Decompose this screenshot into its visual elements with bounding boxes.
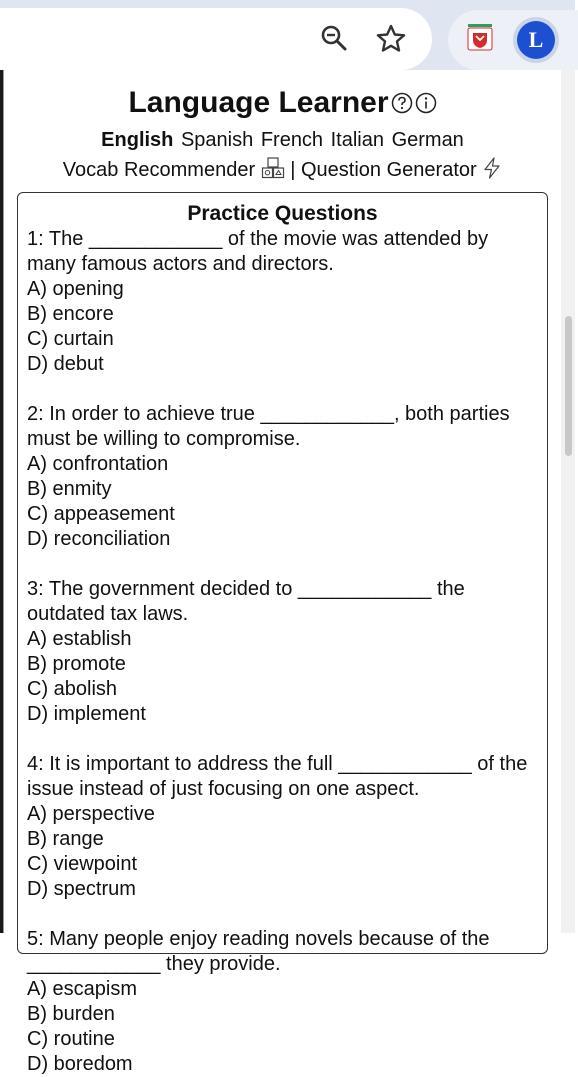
practice-questions-panel (17, 192, 548, 1075)
vocab-recommender-link[interactable]: Vocab Recommender (62, 159, 256, 181)
question-item (27, 927, 538, 1077)
language-spanish[interactable]: Spanish (180, 129, 254, 151)
question-text: 2: In order to achieve true ____________, both parties must be willing to compromise. (27, 403, 516, 450)
address-bar[interactable] (0, 8, 432, 70)
app-title: Language Learner (128, 86, 389, 119)
nav-separator: | (290, 159, 296, 181)
question-text: 3: The government decided to ____________ the outdated tax laws. (27, 578, 471, 625)
answer-option[interactable]: B) enmity (27, 478, 112, 500)
question-item (27, 577, 538, 727)
blocks-icon (261, 157, 285, 186)
answer-option[interactable]: A) escapism (27, 978, 138, 1000)
avatar[interactable]: L (517, 21, 555, 59)
answer-option[interactable]: C) curtain (27, 328, 114, 350)
answer-option[interactable]: D) boredom (27, 1053, 133, 1075)
answer-option[interactable]: C) abolish (27, 678, 118, 700)
answer-option[interactable]: B) promote (27, 653, 126, 675)
panel-title: Practice Questions (187, 202, 378, 225)
language-english[interactable]: English (101, 129, 174, 151)
info-icon[interactable] (415, 86, 437, 124)
extension-popup (4, 70, 561, 1075)
question-item (27, 227, 538, 377)
language-german[interactable]: German (391, 129, 464, 151)
header (4, 84, 561, 124)
language-french[interactable]: French (260, 129, 324, 151)
answer-option[interactable]: A) perspective (27, 803, 155, 825)
lightning-icon (482, 157, 502, 186)
answer-option[interactable]: A) establish (27, 628, 132, 650)
shield-extension-icon[interactable] (466, 24, 494, 52)
language-italian[interactable]: Italian (330, 129, 384, 151)
answer-option[interactable]: C) viewpoint (27, 853, 138, 875)
question-text: 1: The ____________ of the movie was attended by many famous actors and directors. (27, 228, 494, 275)
answer-option[interactable]: A) confrontation (27, 453, 169, 475)
scrollbar-thumb[interactable] (565, 316, 572, 456)
help-icon[interactable] (391, 86, 413, 124)
question-item (27, 402, 538, 552)
answer-option[interactable]: D) reconciliation (27, 528, 171, 550)
tool-nav (4, 157, 561, 186)
zoom-icon[interactable] (320, 24, 348, 57)
answer-option[interactable]: D) implement (27, 703, 146, 725)
question-text: 5: Many people enjoy reading novels because of the ____________ they provide. (27, 928, 496, 975)
bookmark-star-icon[interactable] (376, 24, 406, 59)
answer-option[interactable]: D) debut (27, 353, 104, 375)
answer-option[interactable]: B) encore (27, 303, 114, 325)
language-selector (4, 127, 561, 153)
answer-option[interactable]: A) opening (27, 278, 124, 300)
question-generator-link[interactable]: Question Generator (301, 159, 477, 181)
answer-option[interactable]: D) spectrum (27, 878, 136, 900)
answer-option[interactable]: B) range (27, 828, 104, 850)
question-text: 4: It is important to address the full ____________ of the issue instead of just focusing on one aspect. (27, 753, 533, 800)
answer-option[interactable]: C) routine (27, 1028, 115, 1050)
answer-option[interactable]: B) burden (27, 1003, 115, 1025)
question-list (18, 227, 547, 1077)
scrollbar-track[interactable] (561, 70, 575, 933)
answer-option[interactable]: C) appeasement (27, 503, 175, 525)
question-item (27, 752, 538, 902)
